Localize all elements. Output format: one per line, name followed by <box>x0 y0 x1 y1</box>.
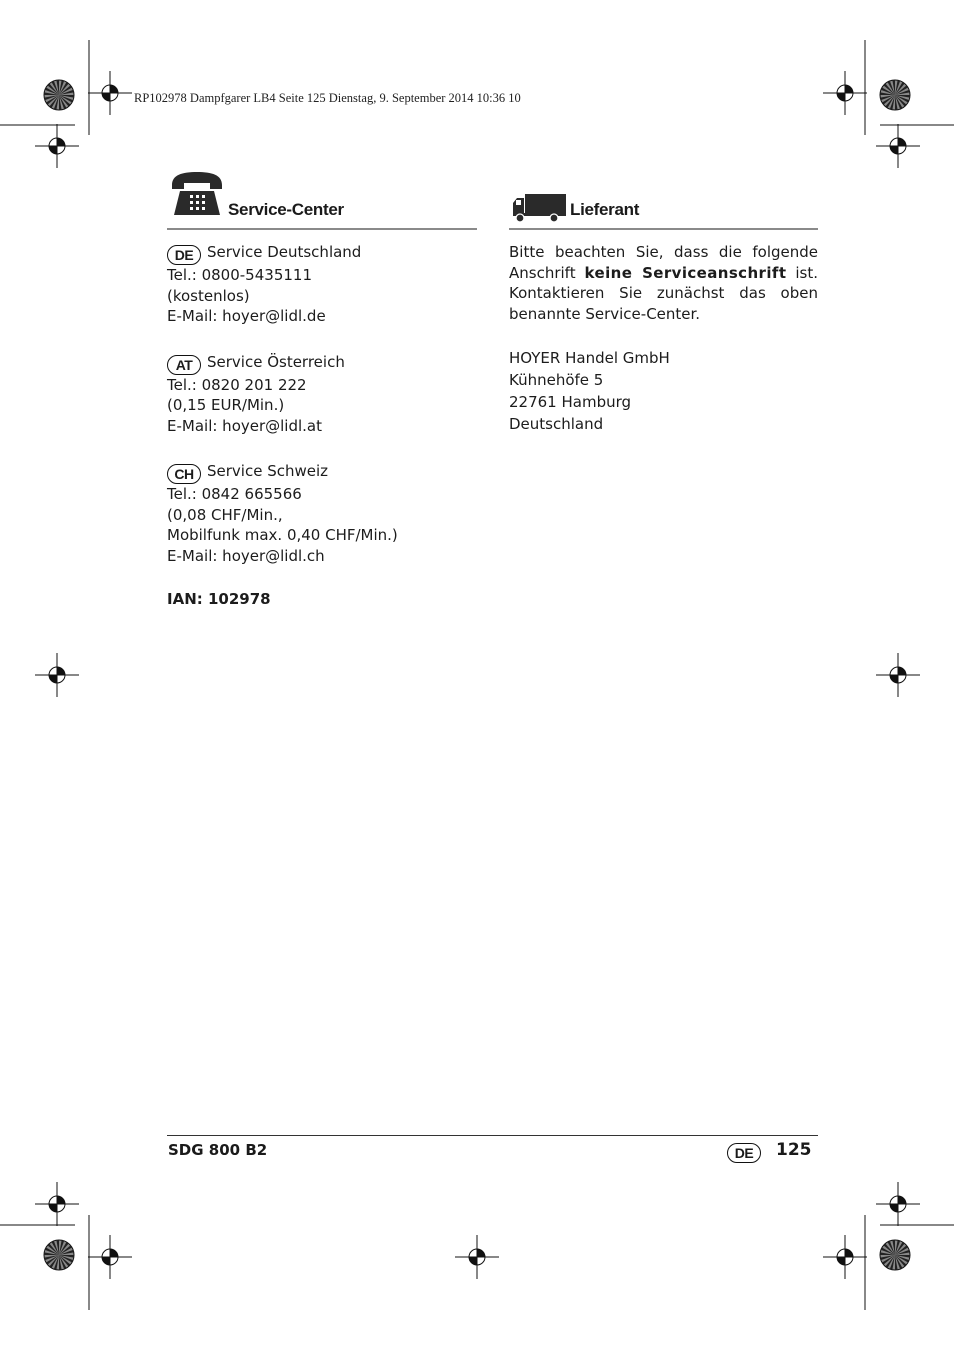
starburst-mark <box>44 1240 74 1270</box>
supplier-body <box>509 242 818 435</box>
starburst-mark <box>880 1240 910 1270</box>
service-name: Service Deutschland <box>207 243 362 261</box>
notice-line <box>509 263 818 284</box>
service-cost: (0,15 EUR/Min.) <box>167 396 285 414</box>
telephone-icon <box>170 171 224 217</box>
service-phone: Tel.: 0842 665566 <box>167 485 302 503</box>
address-line: HOYER Handel GmbH <box>509 349 670 367</box>
service-block-ch <box>167 461 487 566</box>
ian-number: IAN: 102978 <box>167 590 271 608</box>
notice-line: Bitte beachten Sie, dass die folgende <box>509 243 818 261</box>
country-badge-ch: CH <box>167 464 201 484</box>
notice-text: Anschrift <box>509 263 576 282</box>
supplier-rule <box>509 228 818 230</box>
crosshair-mark <box>35 1182 79 1226</box>
truck-icon <box>511 193 567 223</box>
footer-rule <box>167 1135 818 1136</box>
starburst-mark <box>44 80 74 110</box>
address-line: Deutschland <box>509 415 604 433</box>
service-center-rule <box>167 228 477 230</box>
crosshair-mark <box>88 1235 132 1279</box>
notice-line: Kontaktieren Sie zunächst das oben <box>509 284 818 302</box>
service-email: E-Mail: hoyer@lidl.de <box>167 307 326 325</box>
supplier-title: Lieferant <box>570 200 640 219</box>
country-badge-de: DE <box>167 245 201 265</box>
page-number: 125 <box>776 1140 812 1160</box>
supplier-address <box>509 347 818 435</box>
service-block-de <box>167 242 487 327</box>
service-email: E-Mail: hoyer@lidl.ch <box>167 546 325 565</box>
service-email: E-Mail: hoyer@lidl.at <box>167 416 323 435</box>
service-block-at <box>167 352 487 437</box>
address-line: 22761 Hamburg <box>509 393 632 411</box>
service-name: Service Österreich <box>207 352 345 371</box>
crosshair-mark <box>876 124 920 168</box>
service-cost: (kostenlos) <box>167 286 250 305</box>
crosshair-mark <box>35 653 79 697</box>
service-center-body <box>167 242 487 610</box>
notice-emphasis: keine Serviceanschrift <box>584 263 787 282</box>
address-line: Kühnehöfe 5 <box>509 371 604 389</box>
footer-model: SDG 800 B2 <box>168 1141 268 1159</box>
notice-text: ist. <box>795 263 818 282</box>
notice-line: benannte Service-Center. <box>509 304 701 323</box>
crosshair-mark <box>823 1235 867 1279</box>
service-center-title: Service-Center <box>228 200 344 219</box>
starburst-mark <box>880 80 910 110</box>
print-info-line: RP102978 Dampfgarer LB4 Seite 125 Dienstag, 9. September 2014 10:36 10 <box>134 91 521 105</box>
footer-country-badge: DE <box>727 1143 761 1163</box>
crosshair-mark <box>455 1235 499 1279</box>
crosshair-mark <box>35 124 79 168</box>
crosshair-mark <box>876 1182 920 1226</box>
country-badge-at: AT <box>167 355 201 375</box>
service-name: Service Schweiz <box>207 462 329 480</box>
crosshair-mark <box>88 71 132 115</box>
service-phone: Tel.: 0800-5435111 <box>167 266 312 284</box>
crosshair-mark <box>876 653 920 697</box>
service-cost: Mobilfunk max. 0,40 CHF/Min.) <box>167 526 398 544</box>
supplier-notice <box>509 242 818 324</box>
service-phone: Tel.: 0820 201 222 <box>167 375 307 394</box>
crosshair-mark <box>823 71 867 115</box>
service-cost: (0,08 CHF/Min., <box>167 505 283 524</box>
